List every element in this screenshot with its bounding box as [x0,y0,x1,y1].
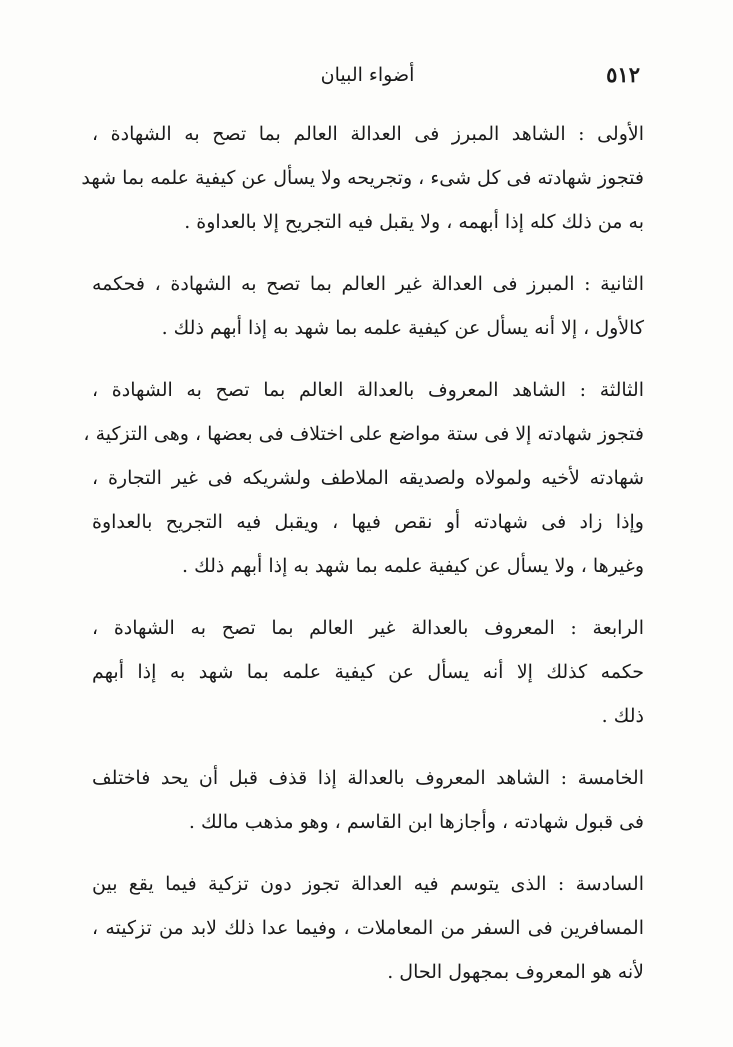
text-line: فتجوز شهادته إلا فى ستة مواضع على اختلاف فى بعضها ، وهى التزكية ، [83,423,644,445]
paragraph-third [83,368,645,588]
page-body [81,112,645,1012]
text-line: وإذا زاد فى شهادته أو نقص فيها ، ويقبل فيه التجريح بالعداوة [92,511,644,533]
text-line: به من ذلك كله إذا أبهمه ، ولا يقبل فيه التجريح إلا بالعداوة . [184,211,644,233]
running-title: أضواء البيان [320,64,415,86]
text-line: الأولى : الشاهد المبرز فى العدالة العالم بما تصح به الشهادة ، [92,123,644,145]
paragraph-fourth [92,606,644,738]
paragraph-fifth [92,756,644,844]
text-line: حكمه كذلك إلا أنه يسأل عن كيفية علمه بما شهد به إذا أبهم [92,661,644,683]
text-line: فى قبول شهادته ، وأجازها ابن القاسم ، وهو مذهب مالك . [188,811,644,833]
text-line: كالأول ، إلا أنه يسأل عن كيفية علمه بما شهد به إذا أبهم ذلك . [161,317,644,339]
text-line: شهادته لأخيه ولمولاه ولصديقه الملاطف ولشريكه فى غير التجارة ، [92,467,645,489]
text-line: المسافرين فى السفر من المعاملات ، وفيما عدا ذلك لابد من تزكيته ، [92,917,644,939]
text-line: ذلك . [601,705,644,727]
paragraph-second [92,262,644,350]
text-line: وغيرها ، ولا يسأل عن كيفية علمه بما شهد به إذا أبهم ذلك . [181,555,644,577]
text-line: لأنه هو المعروف بمجهول الحال . [387,961,644,983]
page-number: ٥١٢ [606,62,640,87]
paragraph-first [81,112,644,244]
page-header [95,58,640,92]
text-line: فتجوز شهادته فى كل شىء ، وتجريحه ولا يسأل عن كيفية علمه بما شهد [81,167,644,189]
text-line: السادسة : الذى يتوسم فيه العدالة تجوز دون تزكية فيما يقع بين [92,873,644,895]
paragraph-sixth [92,862,644,994]
text-line: الثالثة : الشاهد المعروف بالعدالة العالم بما تصح به الشهادة ، [92,379,644,401]
text-line: الرابعة : المعروف بالعدالة غير العالم بما تصح به الشهادة ، [92,617,644,639]
text-line: الخامسة : الشاهد المعروف بالعدالة إذا قذف قبل أن يحد فاختلف [92,767,644,789]
text-line: الثانية : المبرز فى العدالة غير العالم بما تصح به الشهادة ، فحكمه [92,273,644,295]
